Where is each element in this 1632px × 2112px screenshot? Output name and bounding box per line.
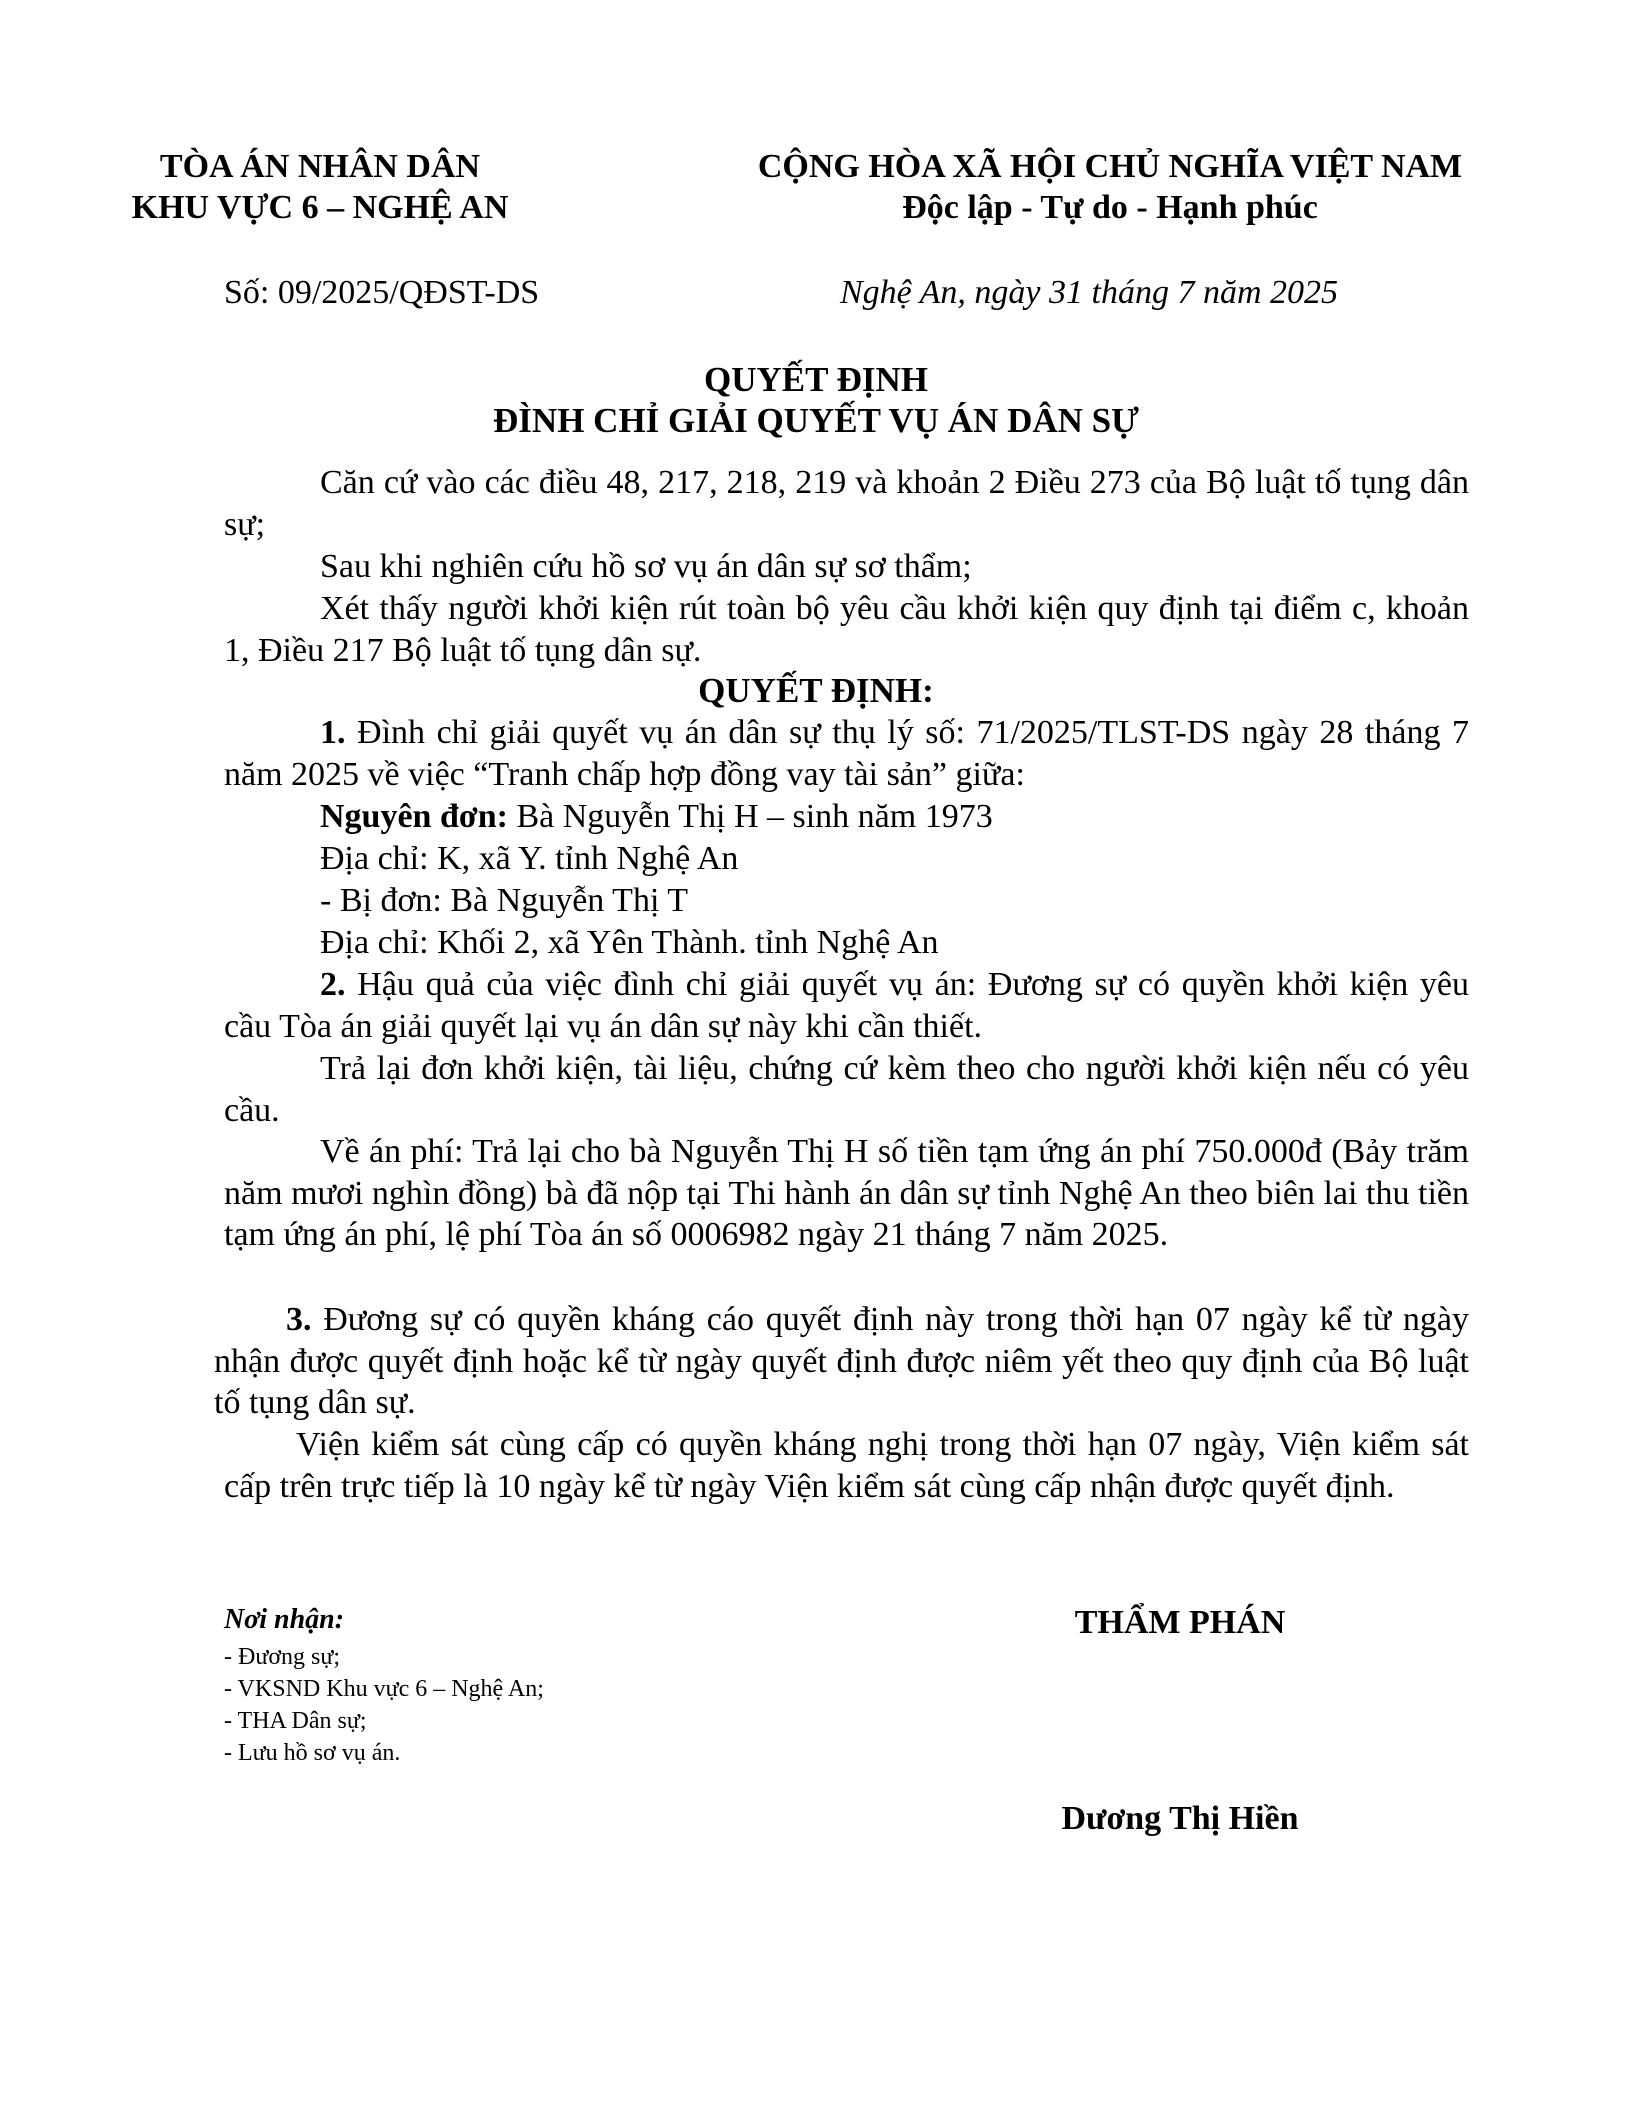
national-title: CỘNG HÒA XÃ HỘI CHỦ NGHĨA VIỆT NAM bbox=[757, 148, 1463, 185]
defendant-line: - Bị đơn: Bà Nguyễn Thị T bbox=[320, 882, 689, 919]
item-number: 2. bbox=[320, 966, 346, 1003]
signer-name: Dương Thị Hiền bbox=[1061, 1800, 1299, 1837]
court-fee: Về án phí: Trả lại cho bà Nguyễn Thị H số tiền tạm ứng án phí 750.000đ (Bảy trăm năm mươi nghìn đồng) bà đã nộp tại Thi hành án dân sự tỉnh Nghệ An theo biên lai thu tiền tạm ứng án phí, lệ phí Tòa án số 0006982 ngày 21 tháng 7 năm 2025. bbox=[224, 1133, 1469, 1253]
procuracy-appeal: Viện kiểm sát cùng cấp có quyền kháng nghị trong thời hạn 07 ngày, Viện kiểm sát cấp trên trực tiếp là 10 ngày kể từ ngày Viện kiểm sát cùng cấp nhận được quyết định. bbox=[224, 1426, 1469, 1505]
preamble-review: Sau khi nghiên cứu hồ sơ vụ án dân sự sơ thẩm; bbox=[320, 548, 972, 585]
decision-item-3 bbox=[214, 1299, 1469, 1424]
decision-item-2 bbox=[224, 964, 1469, 1047]
preamble-finding: Xét thấy người khởi kiện rút toàn bộ yêu cầu khởi kiện quy định tại điểm c, khoản 1, Điều 217 Bộ luật tố tụng dân sự. bbox=[224, 590, 1469, 669]
document-subtitle: ĐÌNH CHỈ GIẢI QUYẾT VỤ ÁN DÂN SỰ bbox=[493, 401, 1139, 440]
recipient-item: - Lưu hồ sơ vụ án. bbox=[224, 1740, 401, 1766]
item-text: Hậu quả của việc đình chỉ giải quyết vụ án: Đương sự có quyền khởi kiện yêu cầu Tòa án giải quyết lại vụ án dân sự này khi cần thiết. bbox=[224, 966, 1469, 1045]
item-number: 1. bbox=[320, 714, 346, 751]
recipient-item: - Đương sự; bbox=[224, 1644, 341, 1670]
return-documents: Trả lại đơn khởi kiện, tài liệu, chứng cứ kèm theo cho người khởi kiện nếu có yêu cầu. bbox=[224, 1050, 1469, 1129]
place-date: Nghệ An, ngày 31 tháng 7 năm 2025 bbox=[840, 274, 1339, 311]
plaintiff-line bbox=[224, 796, 1469, 838]
national-motto: Độc lập - Tự do - Hạnh phúc bbox=[902, 189, 1318, 226]
recipients-label: Nơi nhận: bbox=[224, 1604, 345, 1635]
signer-title: THẨM PHÁN bbox=[1074, 1604, 1286, 1641]
document-title: QUYẾT ĐỊNH bbox=[704, 360, 928, 399]
court-region: KHU VỰC 6 – NGHỆ AN bbox=[131, 189, 509, 226]
plaintiff-label: Nguyên đơn: bbox=[320, 798, 508, 835]
document-number: Số: 09/2025/QĐST-DS bbox=[224, 274, 540, 311]
item-text: Đình chỉ giải quyết vụ án dân sự thụ lý số: 71/2025/TLST-DS ngày 28 tháng 7 năm 2025 về việc “Tranh chấp hợp đồng vay tài sản” giữa: bbox=[224, 714, 1470, 793]
preamble-legal-basis: Căn cứ vào các điều 48, 217, 218, 219 và khoản 2 Điều 273 của Bộ luật tố tụng dân sự; bbox=[224, 464, 1469, 543]
decision-heading: QUYẾT ĐỊNH: bbox=[698, 671, 934, 710]
plaintiff-address: Địa chỉ: K, xã Y. tỉnh Nghệ An bbox=[320, 840, 739, 877]
recipient-item: - THA Dân sự; bbox=[224, 1708, 367, 1734]
decision-item-1 bbox=[224, 712, 1469, 795]
court-name: TÒA ÁN NHÂN DÂN bbox=[159, 148, 481, 185]
recipient-item: - VKSND Khu vực 6 – Nghệ An; bbox=[224, 1676, 544, 1702]
plaintiff-value: Bà Nguyễn Thị H – sinh năm 1973 bbox=[516, 798, 993, 835]
defendant-address: Địa chỉ: Khối 2, xã Yên Thành. tỉnh Nghệ An bbox=[320, 924, 939, 961]
item-number: 3. bbox=[286, 1301, 312, 1338]
item-text: Đương sự có quyền kháng cáo quyết định này trong thời hạn 07 ngày kể từ ngày nhận được quyết định hoặc kể từ ngày quyết định được niêm yết theo quy định của Bộ luật tố tụng dân sự. bbox=[214, 1301, 1469, 1421]
